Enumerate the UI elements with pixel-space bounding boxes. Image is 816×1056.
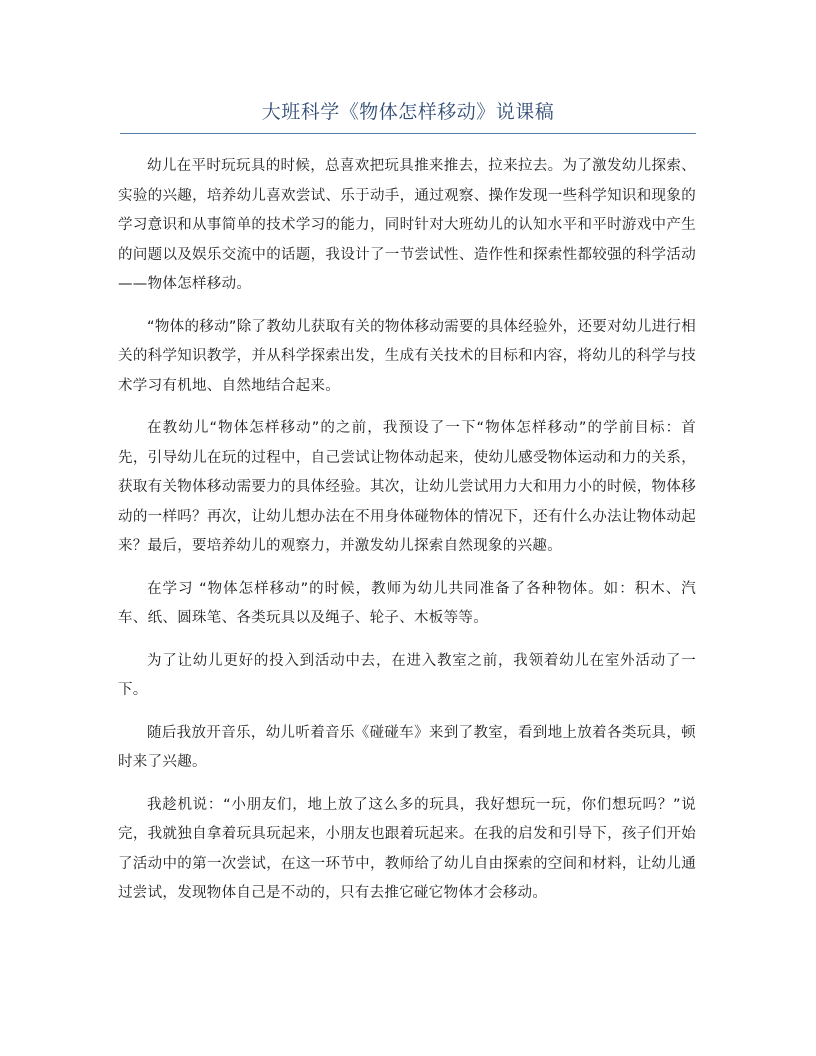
document-body — [118, 152, 696, 922]
paragraph-6: 随后我放开音乐，幼儿听着音乐《碰碰车》来到了教室，看到地上放着各类玩具，顿时来了兴趣。 — [118, 724, 696, 770]
paragraph-7: 我趁机说：“小朋友们，地上放了这么多的玩具，我好想玩一玩，你们想玩吗？”说完，我就独自拿着玩具玩起来，小朋友也跟着玩起来。在我的启发和引导下，孩子们开始了活动中的第一次尝试，在这一环节中，教师给了幼儿自由探索的空间和材料，让幼儿通过尝试，发现物体自己是不动的，只有去推它碰它物体才会移动。 — [118, 796, 696, 901]
paragraph-1: 幼儿在平时玩玩具的时候，总喜欢把玩具推来推去，拉来拉去。为了激发幼儿探索、实验的兴趣，培养幼儿喜欢尝试、乐于动手，通过观察、操作发现一些科学知识和现象的学习意识和从事简单的技术学习的能力，同时针对大班幼儿的认知水平和平时游戏中产生的问题以及娱乐交流中的话题，我设计了一节尝试性、造作性和探索性都较强的科学活动——物体怎样移动。 — [118, 158, 696, 292]
paragraph-5: 为了让幼儿更好的投入到活动中去，在进入教室之前，我领着幼儿在室外活动了一下。 — [118, 652, 696, 698]
paragraph-4: 在学习 “物体怎样移动”的时候，教师为幼儿共同准备了各种物体。如：积木、汽车、纸、圆珠笔、各类玩具以及绳子、轮子、木板等等。 — [118, 580, 696, 626]
paragraph-3: 在教幼儿“物体怎样移动”的之前，我预设了一下“物体怎样移动”的学前目标：首先，引导幼儿在玩的过程中，自己尝试让物体动起来，使幼儿感受物体运动和力的关系，获取有关物体移动需要力的具体经验。其次，让幼儿尝试用力大和用力小的时候，物体移动的一样吗？再次，让幼儿想办法在不用身体碰物体的情况下，还有什么办法让物体动起来？最后，要培养幼儿的观察力，并激发幼儿探索自然现象的兴趣。 — [118, 420, 696, 554]
paragraph-2: “物体的移动”除了教幼儿获取有关的物体移动需要的具体经验外，还要对幼儿进行相关的科学知识教学，并从科学探索出发，生成有关技术的目标和内容，将幼儿的科学与技术学习有机地、自然地结合起来。 — [118, 318, 696, 394]
title-underline — [120, 133, 696, 134]
page-title: 大班科学《物体怎样移动》说课稿 — [261, 101, 555, 123]
